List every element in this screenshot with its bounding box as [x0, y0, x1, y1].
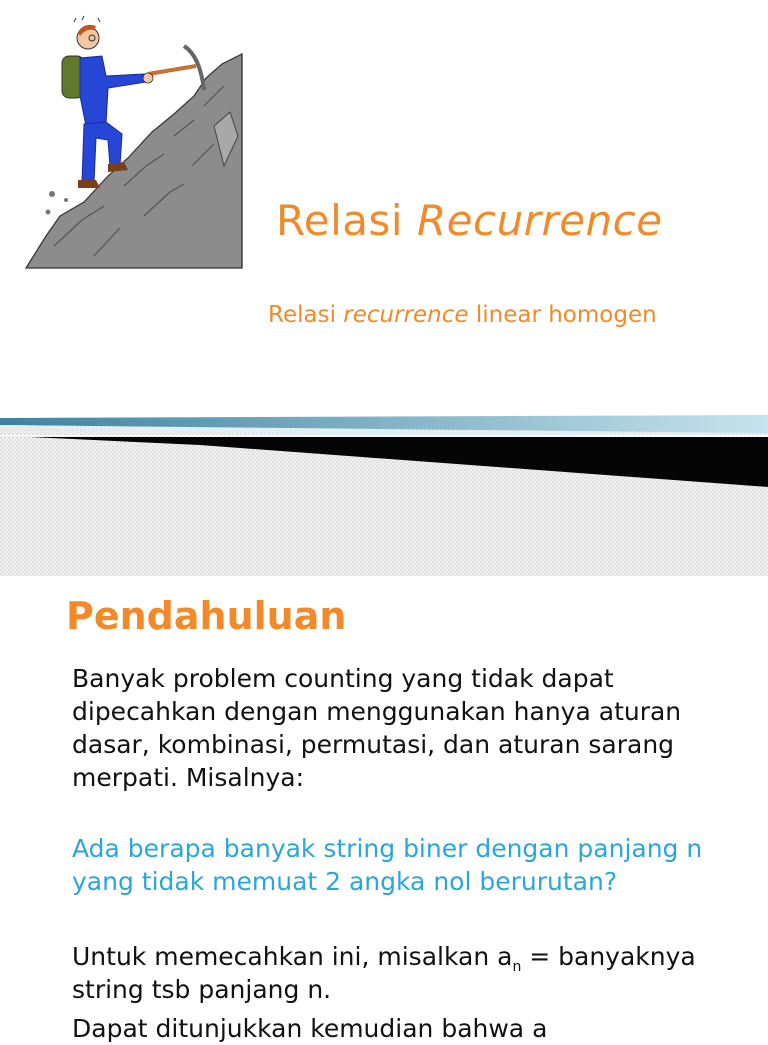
intro-paragraph: Banyak problem counting yang tidak dapat dipecahkan dengan menggunakan hanya aturan dasar, kombinasi, permutasi, dan aturan sarang merpati. Misalnya: [72, 664, 682, 792]
content-slide [0, 576, 768, 1043]
slide-title: Relasi Recurrence [276, 196, 663, 245]
decorative-band [0, 405, 768, 576]
mountain-climber-illustration [24, 16, 246, 270]
slide-subtitle: Relasi recurrence linear homogen [268, 302, 657, 328]
definition-paragraph: Untuk memecahkan ini, misalkan $a_n$ = banyaknya string tsb panjang n. [72, 942, 696, 1004]
slide-heading: Pendahuluan [66, 594, 347, 638]
question-paragraph: Ada berapa banyak string biner dengan panjang n yang tidak memuat 2 angka nol berurutan? [72, 834, 703, 896]
continuation-paragraph: Dapat ditunjukkan kemudian bahwa a [72, 1014, 548, 1043]
